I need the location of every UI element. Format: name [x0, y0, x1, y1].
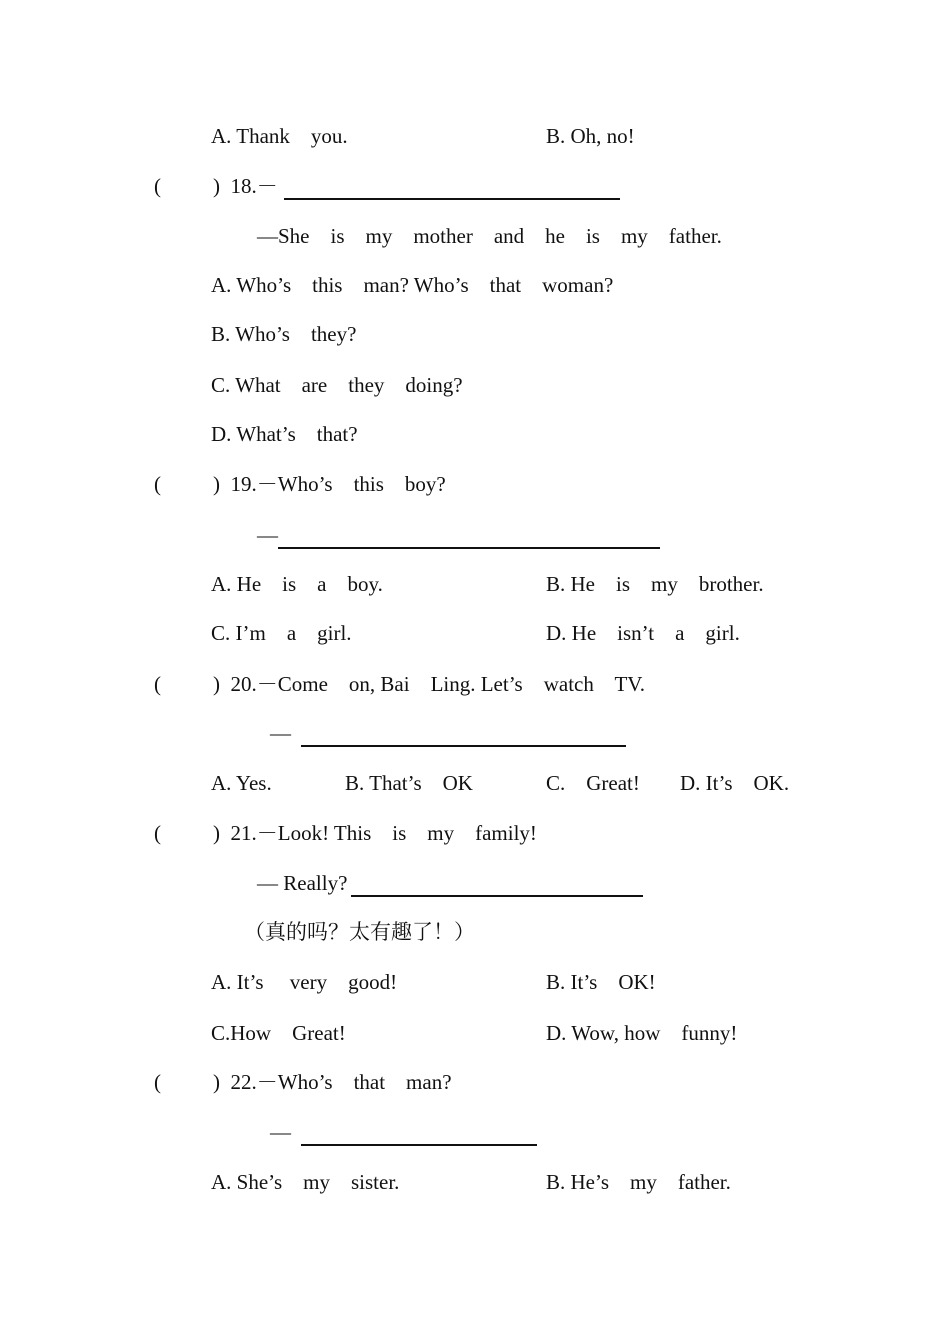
q20-answer-blank	[301, 745, 626, 747]
q19-option-a: A. He is a boy.	[211, 572, 383, 596]
q22-prompt: ) 22.－Who’s that man?	[213, 1070, 452, 1094]
q18-reply: —She is my mother and he is my father.	[257, 224, 722, 248]
q18-option-a: A. Who’s this man? Who’s that woman?	[211, 273, 614, 297]
q21-option-a: A. It’s very good!	[211, 970, 398, 994]
q21-answer-paren: (	[154, 821, 161, 845]
q19-option-d: D. He isn’t a girl.	[546, 621, 740, 645]
q17-option-a: A. Thank you.	[211, 124, 348, 148]
q20-option-a: A. Yes.	[211, 771, 272, 795]
q19-option-b: B. He is my brother.	[546, 572, 764, 596]
q21-option-c: C.How Great!	[211, 1021, 346, 1045]
q20-reply-dash: —	[270, 721, 291, 745]
q21-answer-blank	[351, 895, 643, 897]
q18-option-c: C. What are they doing?	[211, 373, 463, 397]
q22-reply-dash: —	[270, 1120, 291, 1144]
q20-answer-paren: (	[154, 672, 161, 696]
q21-option-d: D. Wow, how funny!	[546, 1021, 738, 1045]
q20-option-d: D. It’s OK.	[680, 771, 790, 795]
q21-prompt: ) 21.－Look! This is my family!	[213, 821, 537, 845]
q22-answer-paren: (	[154, 1070, 161, 1094]
q17-option-b: B. Oh, no!	[546, 124, 635, 148]
q19-answer-paren: (	[154, 472, 161, 496]
q20-option-b: B. That’s OK	[345, 771, 473, 795]
q21-hint: （真的吗？太有趣了！）	[244, 920, 475, 944]
q20-prompt: ) 20.－Come on, Bai Ling. Let’s watch TV.	[213, 672, 646, 696]
q19-answer-blank	[278, 547, 660, 549]
q18-option-b: B. Who’s they?	[211, 322, 357, 346]
q19-option-c: C. I’m a girl.	[211, 621, 352, 645]
q18-answer-blank	[284, 198, 620, 200]
q20-option-c: C. Great!	[546, 771, 640, 795]
q19-prompt: ) 19.－Who’s this boy?	[213, 472, 446, 496]
q21-reply: — Really?	[257, 871, 348, 895]
q19-reply-dash: —	[257, 523, 278, 547]
q22-option-a: A. She’s my sister.	[211, 1170, 400, 1194]
q22-option-b: B. He’s my father.	[546, 1170, 731, 1194]
q18-answer-paren: (	[154, 174, 161, 198]
q18-option-d: D. What’s that?	[211, 422, 358, 446]
q22-answer-blank	[301, 1144, 537, 1146]
q21-option-b: B. It’s OK!	[546, 970, 656, 994]
q18-prompt: ) 18.－	[213, 174, 278, 198]
